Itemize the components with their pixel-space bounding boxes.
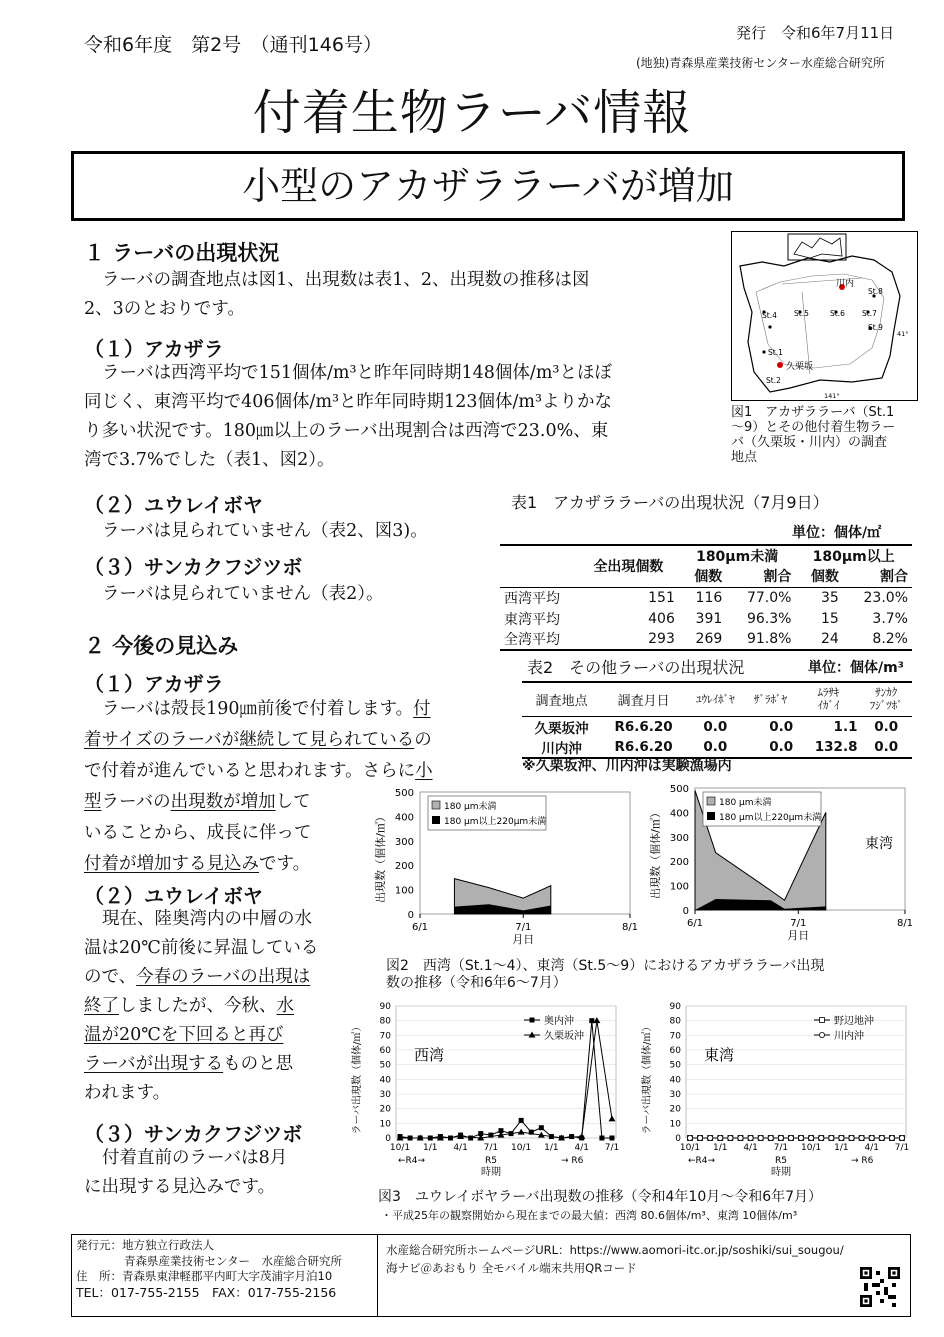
text-span: ので、: [84, 967, 137, 987]
y-tick-label: 100: [669, 881, 689, 893]
label-st9: St.9: [868, 323, 883, 332]
th-line: ﾌｼﾞﾂﾎﾞ: [869, 699, 903, 713]
x-tick-label: 10/1: [801, 1143, 822, 1153]
y-tick-label: 70: [379, 1031, 391, 1042]
para-line: に出現する見込みです。: [84, 1177, 276, 1197]
x-tick-label: 7/1: [515, 922, 532, 933]
chart-title: 東湾: [865, 836, 893, 852]
legend-label: 久栗坂沖: [544, 1031, 584, 1042]
x-tick-label: 7/1: [604, 1143, 620, 1153]
th-line: ｻﾝｶｸ: [875, 686, 898, 700]
th-line: ｲｶﾞｲ: [817, 699, 840, 713]
data-point: [728, 1135, 733, 1140]
y-tick-label: 50: [669, 1060, 681, 1071]
footer-line: 住 所：青森県東津軽郡平内町大字茂浦字月泊10: [76, 1269, 333, 1283]
figure2-caption: [386, 958, 824, 992]
data-point: [889, 1135, 894, 1140]
th-under: 180μm未満: [696, 549, 779, 565]
y-tick-label: 100: [394, 885, 414, 897]
text-span: して: [275, 792, 311, 812]
cell: 406: [648, 610, 675, 627]
outlook-akazara-heading: （１）アカザラ: [84, 672, 224, 696]
th-zara: ｻﾞﾗﾎﾞﾔ: [753, 693, 787, 707]
y-tick-label: 0: [407, 910, 414, 921]
y-tick-label: 50: [379, 1060, 391, 1071]
y-tick-label: 400: [394, 812, 414, 824]
cell: 3.7%: [872, 610, 908, 627]
underlined-text: 付着が増加する見込み: [84, 854, 259, 874]
th-yuurei: ﾕｳﾚｲﾎﾞﾔ: [696, 693, 735, 707]
data-point: [539, 1125, 544, 1130]
para-line: り多い状況です。180㎛以上のラーバ出現割合は西湾で23.0%、東: [84, 421, 609, 441]
intro-line: 2、3のとおりです。: [84, 299, 245, 319]
table1-unit: 単位：個体/㎡: [792, 525, 882, 541]
y-tick-label: 0: [675, 1134, 681, 1144]
text-span: しましたが、今秋、: [119, 996, 277, 1016]
label-st8: St.8: [868, 287, 883, 296]
para-line: 現在、陸奥湾内の中層の水: [102, 909, 312, 929]
chart-west-yuurei: [346, 998, 636, 1180]
cell: 8.2%: [872, 631, 908, 647]
underlined-text: 出現数が増加: [170, 792, 276, 812]
table2-note: ※久栗坂沖、川内沖は実験漁場内: [522, 758, 732, 774]
kuguri-marker: [777, 362, 783, 368]
chart-title: 西湾: [414, 1046, 445, 1064]
cell: R6.6.20: [614, 718, 673, 735]
caption-line: 図1 アカザララーバ（St.1: [731, 405, 895, 420]
cell: 0.0: [769, 738, 794, 755]
data-point: [809, 1135, 814, 1140]
para-line: ラーバは西湾平均で151個体/m³と昨年同時期148個体/m³とほぼ: [102, 363, 612, 383]
yuurei-text: ラーバは見られていません（表2、図3)。: [102, 521, 428, 541]
section1-intro: [84, 266, 590, 324]
y-tick-label: 30: [379, 1090, 391, 1100]
qr-code[interactable]: [860, 1267, 900, 1307]
table2: [522, 681, 912, 759]
data-point: [859, 1135, 864, 1140]
cell: 91.8%: [746, 631, 792, 647]
caption-line: ～9）とその他付着生物ラー: [731, 420, 896, 435]
y-tick-label: 300: [394, 836, 414, 848]
caption-line: バ（久栗坂・川内）の調査: [731, 435, 888, 450]
y-axis-label: 出現数（個体/㎥）: [374, 811, 387, 903]
x-tick-label: 1/1: [834, 1143, 849, 1153]
x-tick-label: 6/1: [411, 922, 429, 933]
y-tick-label: 200: [394, 861, 414, 873]
cell: 96.3%: [746, 610, 792, 627]
chart-west-akazara: [370, 782, 650, 952]
chart-east-yuurei: [636, 998, 916, 1180]
cell: 1.1: [833, 718, 858, 735]
text-span: で付着が進んでいると思われます。さらに: [84, 761, 416, 781]
cell: 0.0: [703, 738, 728, 755]
qr-text: 海ナビ＠あおもり 全モバイル端末共用QRコード: [386, 1261, 637, 1275]
data-point: [748, 1135, 753, 1140]
footer-line: 発行元：地方独立行政法人: [76, 1238, 214, 1252]
legend-label: 180 μm以上220μm未満: [719, 813, 822, 823]
year-label-r5: R5: [775, 1156, 787, 1166]
cell: 全湾平均: [504, 632, 560, 648]
th-site: 調査地点: [535, 693, 588, 709]
data-point: [879, 1135, 884, 1140]
data-point: [687, 1135, 692, 1140]
para-line: われます。: [84, 1083, 171, 1103]
y-tick-label: 70: [669, 1031, 681, 1042]
table-row: [522, 716, 912, 737]
label-st1: St.1: [768, 348, 783, 357]
y-tick-label: 40: [379, 1075, 391, 1086]
underlined-text: 着サイズのラーバが継続して見られている: [84, 730, 415, 750]
data-point: [758, 1135, 763, 1140]
table2-title: 表2 その他ラーバの出現状況: [527, 658, 745, 677]
label-st4: St.4: [762, 311, 777, 320]
caption-line: 地点: [731, 450, 758, 465]
year-label-r4: ←R4→: [398, 1156, 426, 1166]
outlook-sankaku-heading: （３）サンカクフジツボ: [84, 1122, 303, 1146]
legend-swatch: [707, 812, 715, 820]
y-tick-label: 400: [669, 808, 689, 820]
y-axis-label: ラーバ出現数（個体/㎥）: [642, 1021, 653, 1135]
data-point: [738, 1135, 743, 1140]
footer-line: TEL：017-755-2155 FAX：017-755-2156: [76, 1284, 337, 1300]
th-sankaku: [860, 682, 912, 716]
year-label-r5: R5: [485, 1156, 497, 1166]
x-tick-label: 7/1: [773, 1143, 789, 1153]
y-tick-label: 200: [669, 857, 689, 869]
underlined-text: 今春のラーバの出現は: [136, 967, 311, 987]
underlined-text: 水: [276, 996, 294, 1016]
legend-label: 川内沖: [834, 1031, 864, 1042]
outlook-sankaku-paragraph: [84, 1144, 287, 1202]
y-tick-label: 20: [379, 1104, 391, 1115]
data-point: [839, 1135, 844, 1140]
x-tick-label: 10/1: [511, 1143, 532, 1153]
th-over: 180μm以上: [812, 549, 895, 565]
y-tick-label: 10: [669, 1119, 681, 1130]
x-tick-label: 7/1: [483, 1143, 499, 1153]
cell: 西湾平均: [504, 590, 560, 607]
caption-line: 図2 西湾（St.1～4）、東湾（St.5～9）におけるアカザララーバ出現: [386, 958, 825, 974]
data-point: [849, 1135, 854, 1140]
outlook-yuurei-heading: （２）ユウレイボヤ: [84, 884, 263, 908]
cell: 0.0: [703, 718, 728, 735]
y-tick-label: 90: [379, 1002, 391, 1012]
section2-heading: ２ 今後の見込み: [84, 634, 239, 658]
x-tick-label: 1/1: [423, 1143, 438, 1153]
cell: 23.0%: [863, 589, 908, 606]
publish-date: 発行 令和6年7月11日: [736, 24, 895, 42]
underlined-text: 終了: [84, 996, 119, 1016]
cell: 391: [695, 610, 723, 627]
legend-label: 180 μm以上220μm未満: [444, 817, 547, 827]
sankaku-text: ラーバは見られていません（表2）。: [102, 584, 384, 604]
chart-east-akazara: [645, 778, 915, 952]
data-point: [869, 1135, 874, 1140]
inset-map: [788, 234, 846, 260]
y-tick-label: 500: [669, 784, 689, 795]
x-axis-label: 月日: [787, 929, 810, 942]
headline: 小型のアカザララーバが増加: [71, 151, 905, 221]
cell: 0.0: [769, 718, 794, 735]
legend-label: 野辺地沖: [834, 1016, 874, 1027]
x-tick-label: 4/1: [453, 1143, 468, 1153]
data-point: [519, 1118, 524, 1123]
table-row: [500, 629, 912, 650]
figure1-caption: [731, 405, 895, 465]
x-tick-label: 1/1: [713, 1143, 728, 1153]
legend-swatch: [432, 801, 440, 809]
th-count: 個数: [810, 569, 839, 586]
x-tick-label: 10/1: [389, 1143, 411, 1153]
label-lat: 41°: [897, 330, 909, 338]
para-line: 湾で3.7%でした（表1、図2）。: [84, 450, 335, 470]
x-axis-label: 時期: [481, 1167, 501, 1178]
data-point: [599, 1136, 604, 1141]
caption-line: 数の推移（令和6年6～7月）: [386, 975, 567, 991]
outlook-yuurei-paragraph: [84, 905, 318, 1108]
cell: R6.6.20: [614, 738, 673, 755]
x-axis-label: 時期: [771, 1167, 791, 1178]
label-kawauchi: 川内: [836, 279, 855, 289]
y-tick-label: 10: [379, 1119, 391, 1130]
issue-number: 令和6年度 第2号 （通刊146号）: [84, 34, 382, 56]
year-label-r4: ←R4→: [688, 1156, 716, 1166]
chart-title: 東湾: [704, 1046, 735, 1064]
th-total: 全出現個数: [593, 559, 664, 576]
yuurei-heading: （２）ユウレイボヤ: [84, 493, 263, 517]
publisher-org: (地独)青森県産業技術センター水産総合研究所: [636, 56, 885, 70]
cell: 293: [648, 631, 675, 647]
data-point: [788, 1135, 793, 1140]
legend-marker: [820, 1018, 825, 1023]
legend-label: 180 μm未満: [719, 798, 772, 808]
label-lon: 141°: [824, 392, 840, 400]
x-tick-label: 7/1: [894, 1143, 910, 1153]
text-span: の: [414, 730, 432, 750]
th-murasaki: [796, 682, 860, 716]
th-line: ﾑﾗｻｷ: [817, 686, 840, 700]
cell: 0.0: [874, 718, 899, 735]
cell: 24: [821, 631, 839, 647]
data-point: [468, 1136, 473, 1141]
y-tick-label: 30: [669, 1090, 681, 1100]
x-tick-label: 8/1: [621, 922, 639, 933]
page-title: 付着生物ラーバ情報: [252, 85, 692, 141]
cell: 15: [821, 610, 839, 627]
underlined-text: 型: [84, 792, 102, 812]
y-axis-label: ラーバ出現数（個体/㎥）: [352, 1021, 363, 1135]
legend-swatch: [432, 816, 440, 824]
survey-map: [731, 231, 918, 401]
label-st5: St.5: [794, 309, 809, 318]
para-line: 同じく、東湾平均で406個体/m³と昨年同時期123個体/m³よりかな: [84, 392, 612, 412]
data-point: [899, 1135, 904, 1140]
underlined-text: ラーバが出現する: [84, 1054, 224, 1074]
y-tick-label: 0: [385, 1134, 391, 1144]
data-point: [589, 1018, 594, 1023]
footer-contact: [72, 1235, 378, 1316]
y-tick-label: 60: [379, 1046, 391, 1056]
akazara-paragraph: [84, 359, 612, 475]
year-label-r6: → R6: [561, 1156, 584, 1166]
x-tick-label: 4/1: [864, 1143, 879, 1153]
legend-label: 180 μm未満: [444, 802, 497, 812]
label-st2: St.2: [766, 376, 781, 385]
footer-web: [386, 1241, 844, 1277]
legend-swatch: [707, 797, 715, 805]
cell: 132.8: [814, 738, 858, 755]
label-st7: St.7: [862, 309, 877, 318]
homepage-url[interactable]: 水産総合研究所ホームページURL：https://www.aomori-itc.or.jp/soshiki/sui_sougou/: [386, 1243, 844, 1257]
cell: 77.0%: [746, 589, 792, 606]
underlined-text: 付: [413, 699, 431, 719]
legend-label: 奥内沖: [544, 1016, 574, 1027]
data-point: [798, 1135, 803, 1140]
figure3-caption: 図3 ユウレイボヤラーバ出現数の推移（令和4年10月～令和6年7月）: [378, 1189, 823, 1205]
legend-marker: [819, 1032, 824, 1037]
legend-marker: [530, 1018, 535, 1023]
figure3-note: ・平成25年の観察開始から現在までの最大値：西湾 80.6個体/m³、東湾 10個体/m³: [381, 1209, 798, 1222]
y-tick-label: 20: [669, 1104, 681, 1115]
data-point: [778, 1135, 783, 1140]
th-ratio: 割合: [880, 569, 908, 586]
y-tick-label: 0: [682, 906, 689, 917]
y-tick-label: 60: [669, 1046, 681, 1056]
text-span: です。: [259, 854, 311, 874]
akazara-heading: （１）アカザラ: [84, 337, 224, 361]
x-tick-label: 10/1: [679, 1143, 701, 1153]
data-point: [697, 1135, 702, 1140]
cell: 0.0: [874, 738, 899, 755]
label-st6: St.6: [830, 309, 845, 318]
para-line: 温は20℃前後に昇温している: [84, 938, 319, 958]
y-tick-label: 80: [669, 1016, 681, 1027]
y-tick-label: 80: [379, 1016, 391, 1027]
para-line: いることから、成長に伴って: [84, 823, 312, 843]
data-point: [610, 1136, 615, 1141]
data-point: [569, 1134, 574, 1139]
table1-title: 表1 アカザララーバの出現状況（7月9日）: [511, 493, 829, 512]
x-tick-label: 6/1: [686, 918, 704, 929]
para-line: 付着直前のラーバは8月: [102, 1148, 288, 1168]
y-tick-label: 90: [669, 1002, 681, 1012]
data-point: [819, 1135, 824, 1140]
data-point: [829, 1135, 834, 1140]
x-tick-label: 4/1: [743, 1143, 758, 1153]
data-point: [768, 1135, 773, 1140]
table-row: [500, 587, 912, 608]
cell: 35: [821, 589, 839, 606]
x-tick-label: 7/1: [790, 918, 807, 929]
sankaku-heading: （３）サンカクフジツボ: [84, 555, 303, 579]
underlined-text: 温が20℃を下回ると再び: [84, 1025, 284, 1045]
text-span: ラーバは殻長190㎛前後で付着します。: [102, 699, 414, 719]
cell: 川内沖: [541, 740, 582, 757]
intro-line: ラーバの調査地点は図1、出現数は表1、2、出現数の推移は図: [102, 270, 590, 290]
cell: 東湾平均: [504, 611, 560, 628]
y-tick-label: 500: [394, 788, 414, 799]
cell: 151: [648, 589, 675, 606]
data-point: [448, 1136, 453, 1141]
map-drawing: [732, 232, 919, 402]
table2-unit: 単位：個体/m³: [808, 660, 904, 676]
y-tick-label: 40: [669, 1075, 681, 1086]
y-tick-label: 300: [669, 832, 689, 844]
table-row: [500, 608, 912, 629]
x-tick-label: 1/1: [544, 1143, 559, 1153]
footer-line: 青森県産業技術センター 水産総合研究所: [124, 1253, 343, 1268]
x-tick-label: 8/1: [896, 918, 914, 929]
th-ratio: 割合: [763, 569, 792, 586]
th-date: 調査月日: [617, 693, 670, 709]
cell: 116: [695, 589, 723, 606]
cell: 久栗坂沖: [534, 720, 589, 737]
section1-heading: １ ラーバの出現状況: [84, 241, 280, 265]
data-point: [718, 1135, 723, 1140]
year-label-r6: → R6: [851, 1156, 874, 1166]
y-axis-label: 出現数（個体/㎥）: [649, 807, 662, 899]
x-axis-label: 月日: [512, 933, 535, 946]
data-point: [708, 1135, 713, 1140]
footer: [71, 1234, 911, 1317]
table1: [500, 544, 912, 651]
text-span: ものと思: [223, 1054, 294, 1074]
x-tick-label: 4/1: [574, 1143, 589, 1153]
text-span: ラーバの: [101, 792, 171, 812]
th-count: 個数: [694, 569, 723, 586]
underlined-text: 小: [415, 761, 433, 781]
cell: 269: [695, 631, 723, 647]
label-kuguri: 久栗坂: [786, 362, 814, 372]
